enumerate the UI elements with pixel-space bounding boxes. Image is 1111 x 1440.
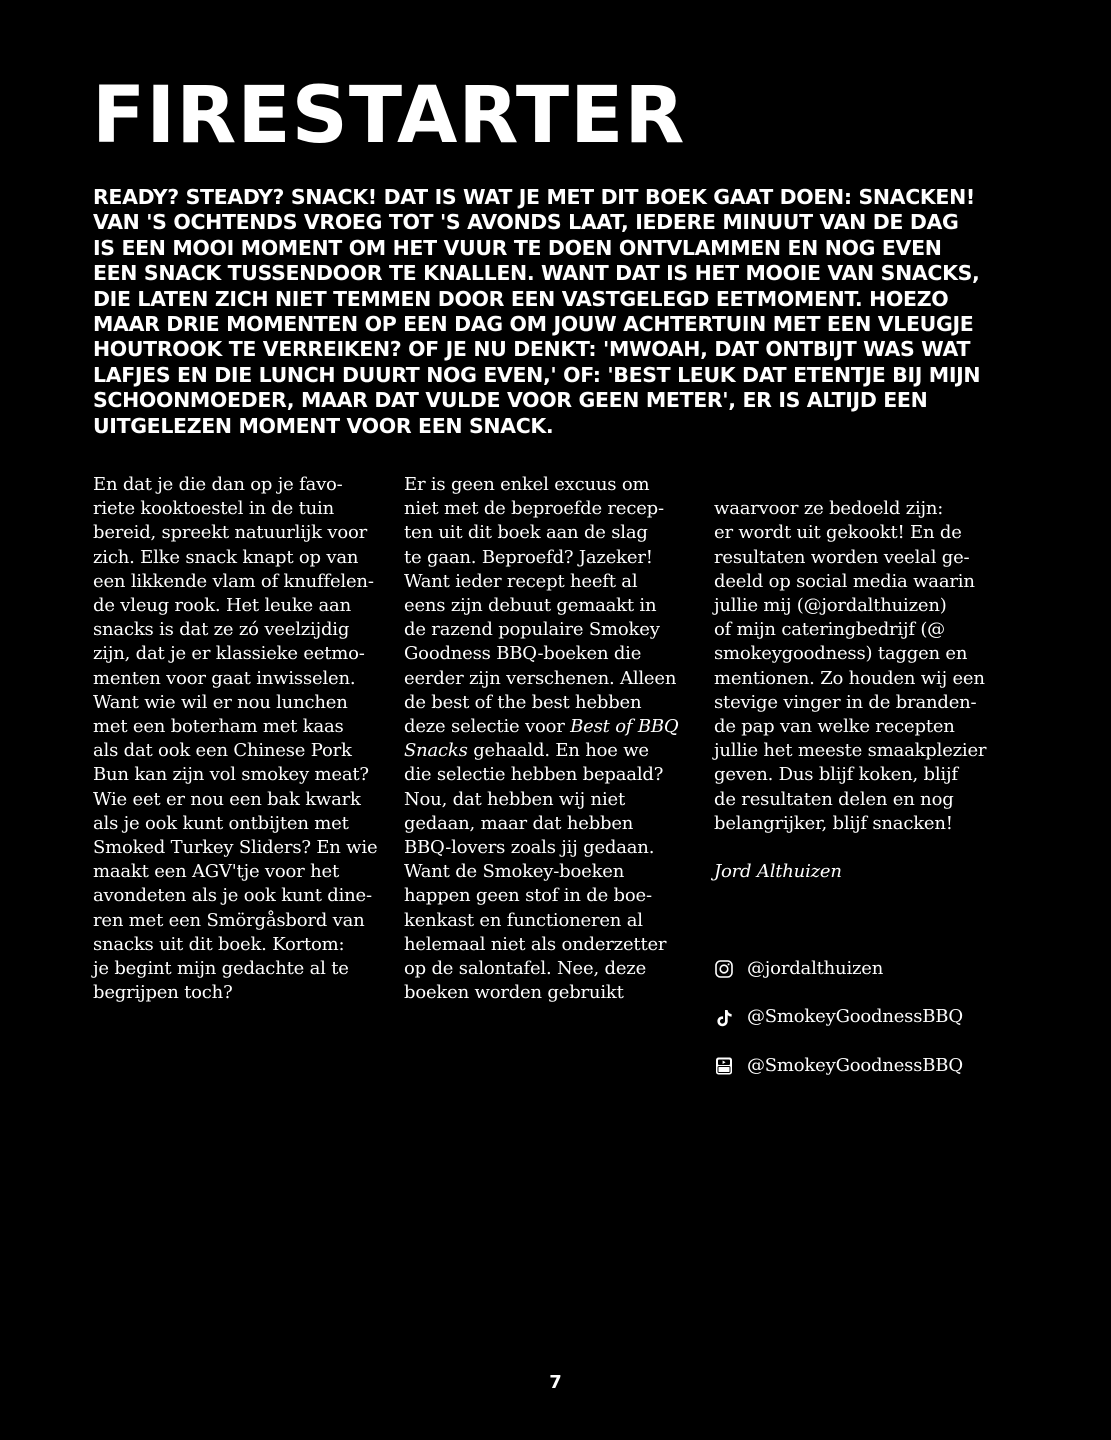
column-3-text: waarvoor ze bedoeld zijn: er wordt uit gekookt! En de resultaten worden veelal ge- deeld op social media waarin jullie mij (@jordalthuizen) of mijn cateringbedrijf (@ smokeygoodness) taggen en mentionen. Zo houden wij een stevige vinger in de branden- de pap van welke recepten jullie het meeste smaakplezier geven. Dus blijf koken, blijf de resultaten delen en nog belangrijker, blijf snacken! bbox=[714, 498, 987, 834]
page-title: FIRESTARTER bbox=[92, 71, 686, 161]
intro-paragraph: READY? STEADY? SNACK! DAT IS WAT JE MET DIT BOEK GAAT DOEN: SNACKEN! VAN 'S OCHTENDS VROEG TOT 'S AVONDS LAAT, IEDERE MINUUT VAN DE DAG IS EEN MOOI MOMENT OM HET VUUR TE DOEN ONTVLAMMEN EN NOG EVEN EEN SNACK TUSSENDOOR TE KNALLEN. WANT DAT IS HET MOOIE VAN SNACKS, DIE LATEN ZICH NIET TEMMEN DOOR EEN VASTGELEGD EETMOMENT. HOEZO MAAR DRIE MOMENTEN OP EEN DAG OM JOUW ACHTERTUIN MET EEN VLEUGJE HOUTROOK TE VERREIKEN? OF JE NU DENKT: 'MWOAH, DAT ONTBIJT WAS WAT LAFJES EN DIE LUNCH DUURT NOG EVEN,' OF: 'BEST LEUK DAT ETENTJE BIJ MIJN SCHOONMOEDER, MAAR DAT VULDE VOOR GEEN METER', ER IS ALTIJD EEN UITGELEZEN MOMENT VOOR EEN SNACK. bbox=[93, 185, 981, 438]
column-2-text-end: gehaald. En hoe we die selectie hebben bepaald? Nou, dat hebben wij niet gedaan, maar dat hebben BBQ-lovers zoals jij gedaan. Want de Smokey-boeken happen geen stof in de boe- kenkast en functioneren al helemaal niet als onderzetter op de salontafel. Nee, deze boeken worden gebruikt bbox=[404, 740, 667, 1004]
social-instagram bbox=[714, 957, 1014, 981]
book-title-italic-1: Best of BBQ bbox=[570, 716, 679, 738]
page-number: 7 bbox=[549, 1372, 562, 1393]
social-links bbox=[714, 933, 1014, 1102]
instagram-handle: @jordalthuizen bbox=[747, 958, 884, 980]
book-title-italic-2: Snacks bbox=[404, 740, 468, 762]
column-2-text-start: Er is geen enkel excuus om niet met de beproefde recep- ten uit dit boek aan de slag te gaan. Beproefd? Jazeker! Want ieder recept heeft al eens zijn debuut gemaakt in de razend populaire Smokey Goodness BBQ-boeken die eerder zijn verschenen. Alleen de best of the best hebben deze selectie voor bbox=[404, 474, 677, 738]
tiktok-icon bbox=[714, 1008, 734, 1028]
youtube-icon bbox=[714, 1056, 734, 1076]
body-column-1: En dat je die dan op je favo- riete kooktoestel in de tuin bereid, spreekt natuurlijk voor zich. Elke snack knapt op van een likkende vlam of knuffelen- de vleug rook. Het leuke aan snacks is dat ze zó veelzijdig zijn, dat je er klassieke eetmo- menten voor gaat inwisselen. Want wie wil er nou lunchen met een boterham met kaas als dat ook een Chinese Pork Bun kan zijn vol smokey meat? Wie eet er nou een bak kwark als je ook kunt ontbijten met Smoked Turkey Sliders? En wie maakt een AGV'tje voor het avondeten als je ook kunt dine- ren met een Smörgåsbord van snacks uit dit boek. Kortom: je begint mijn gedachte al te begrijpen toch? bbox=[93, 474, 378, 1004]
tiktok-handle: @SmokeyGoodnessBBQ bbox=[747, 1006, 963, 1028]
social-youtube bbox=[714, 1054, 1014, 1078]
body-column-3 bbox=[714, 473, 1014, 1126]
instagram-icon bbox=[714, 959, 734, 979]
author-signature: Jord Althuizen bbox=[714, 861, 842, 883]
youtube-handle: @SmokeyGoodnessBBQ bbox=[747, 1054, 963, 1076]
social-tiktok bbox=[714, 1005, 1014, 1029]
body-column-2 bbox=[404, 473, 704, 1005]
